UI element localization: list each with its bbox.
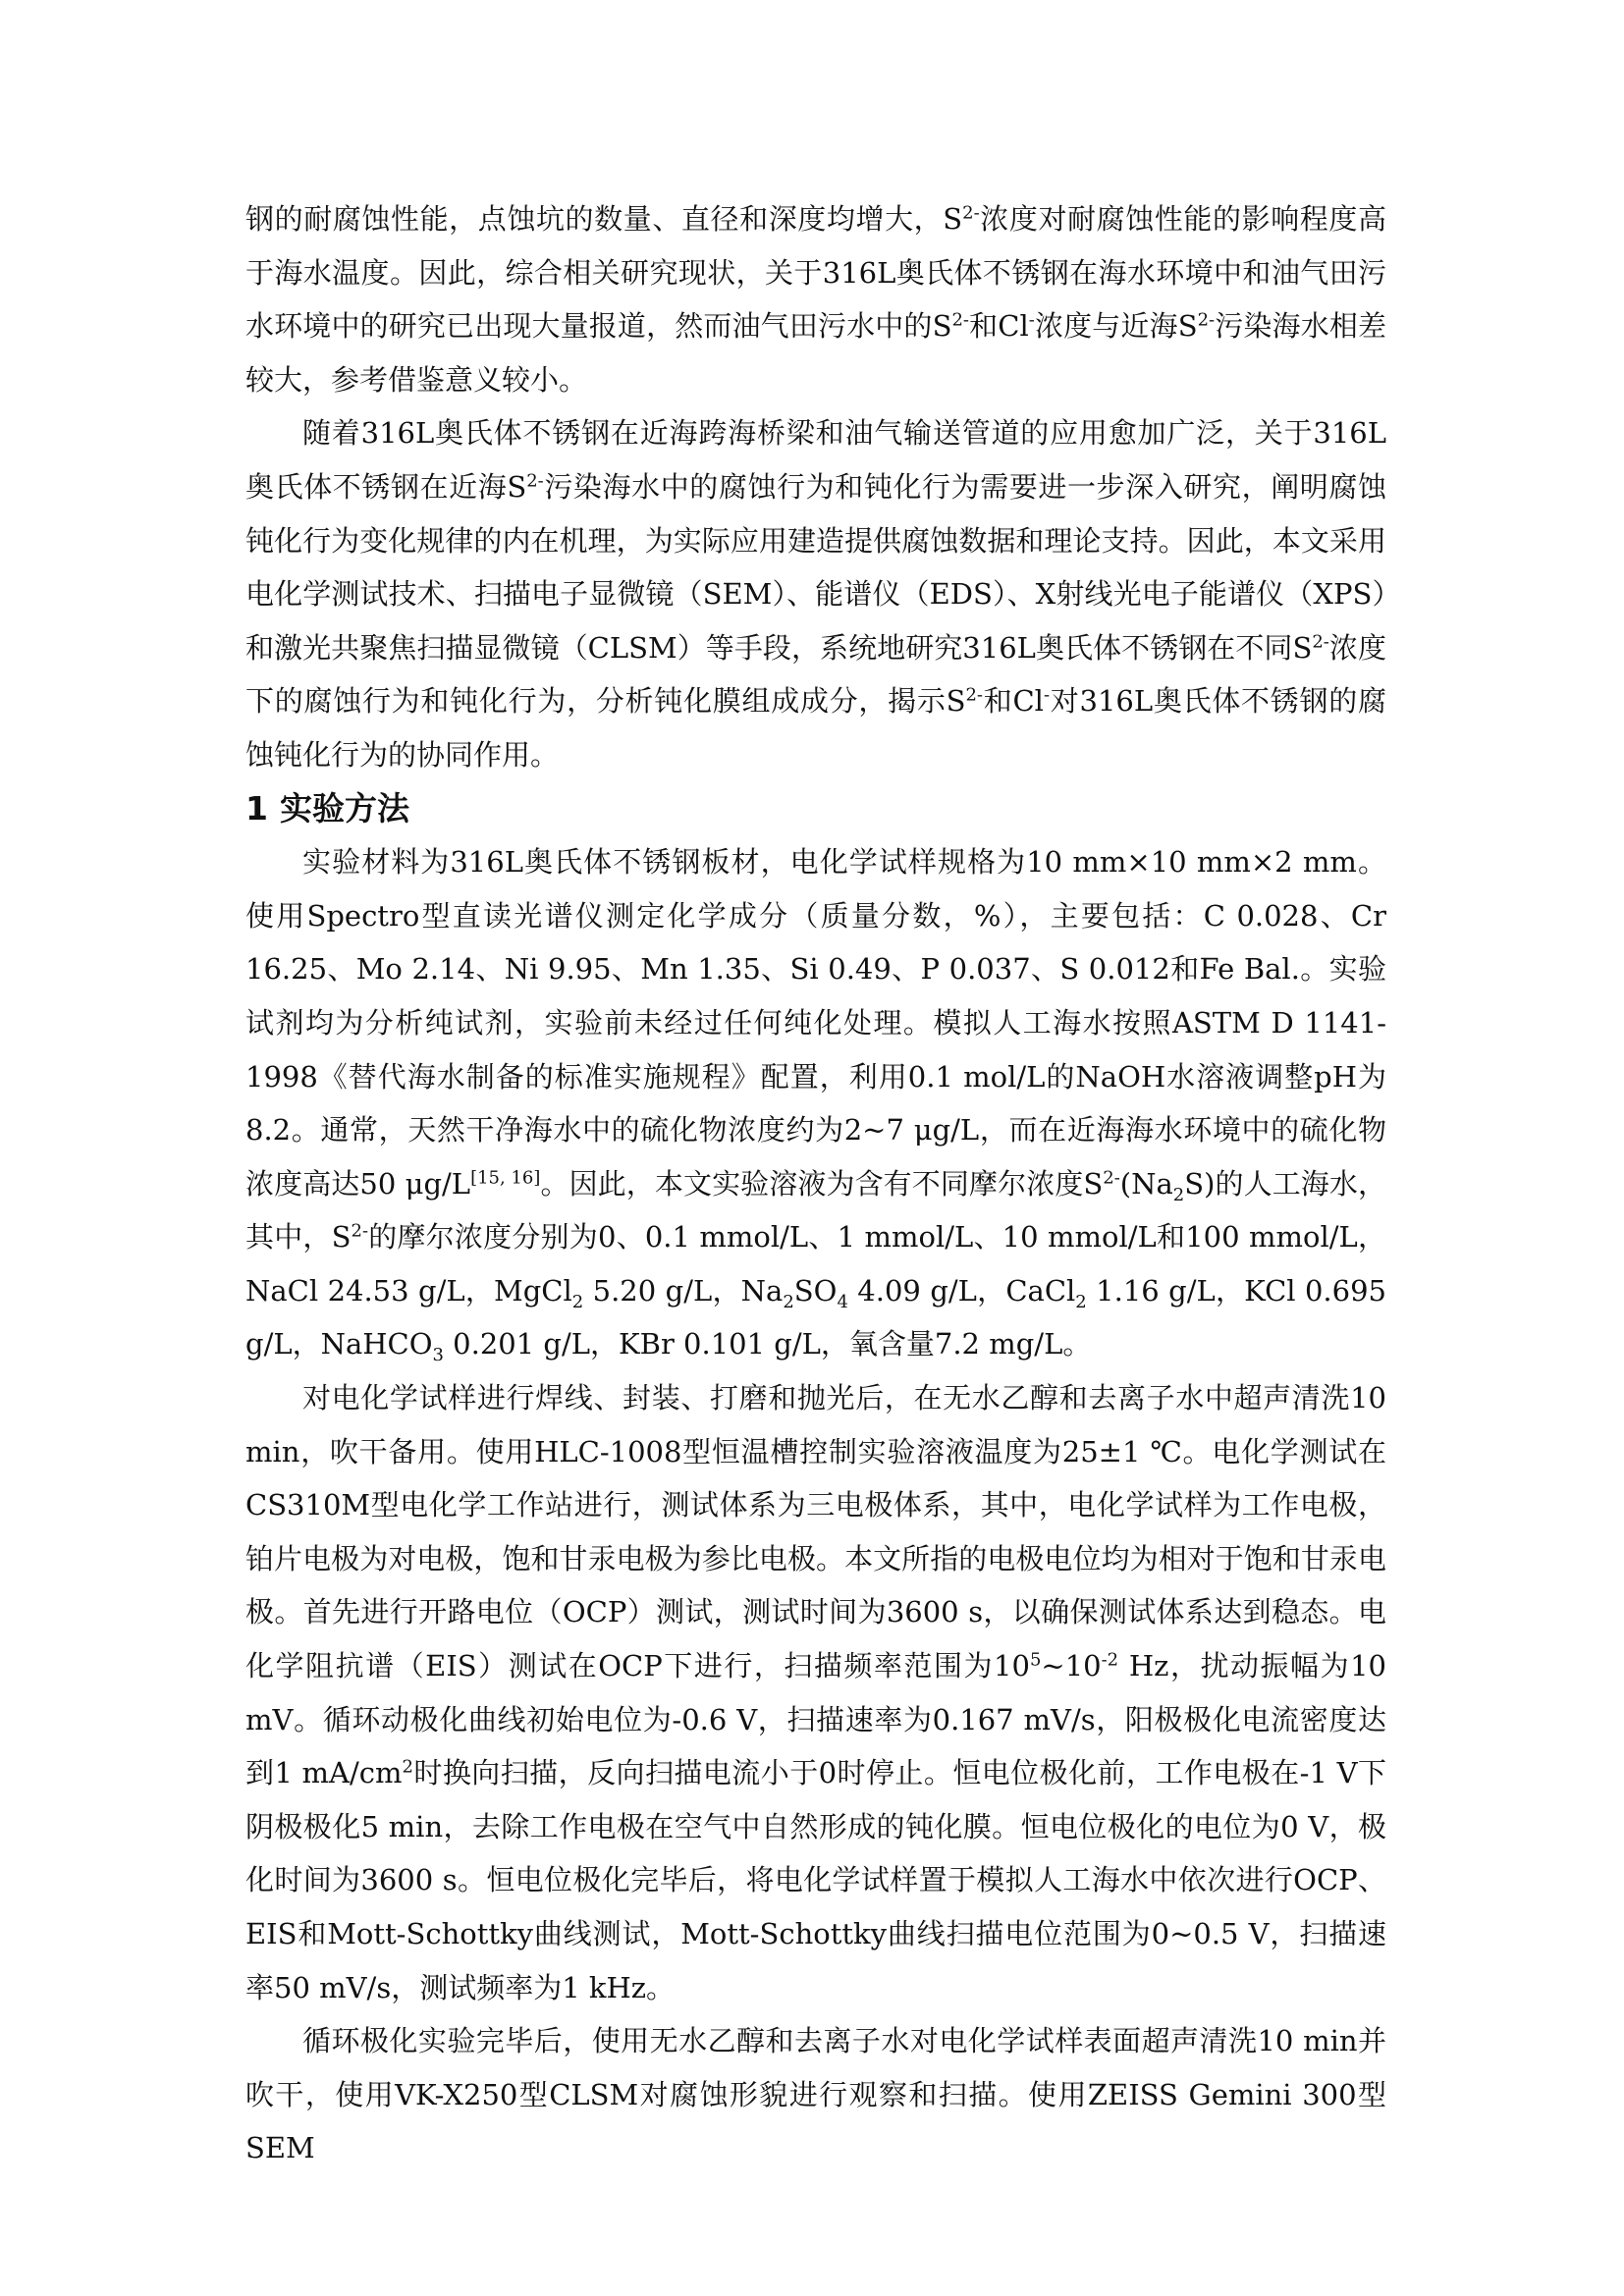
text-run: 的摩尔浓度分别为0、0.1 mmol/L、1 mmol/L、10 mmol/L和100 mmol/L，NaCl 24.53 g/L，MgCl [245, 1220, 1386, 1308]
superscript: -2 [1101, 1649, 1119, 1671]
text-run: 0.201 g/L，KBr 0.101 g/L，氧含量7.2 mg/L。 [443, 1327, 1092, 1362]
section-title: 实验方法 [279, 788, 409, 828]
subscript: 4 [837, 1291, 848, 1312]
superscript: 2- [965, 684, 984, 706]
text-run: Hz，扰动振幅为10 mV。循环动极化曲线初始电位为-0.6 V，扫描速率为0.167 mV/s，阳极极化电流密度达到1 mA/cm [245, 1649, 1386, 1790]
paragraph-materials [245, 835, 1386, 1371]
text-run: 。因此，本文实验溶液为含有不同摩尔浓度S [540, 1166, 1104, 1201]
superscript: 2- [1197, 309, 1216, 331]
paragraph-electrochemical-tests [245, 1371, 1386, 2014]
text-run: 实验材料为316L奥氏体不锈钢板材，电化学试样规格为10 mm×10 mm×2 mm。使用Spectro型直读光谱仪测定化学成分（质量分数，%），主要包括：C 0.028、Cr 16.25、Mo 2.14、Ni 9.95、Mn 1.35、Si 0.49、P 0.037、S 0.012和Fe Bal.。实验试剂均为分析纯试剂，实验前未经过任何纯化处理。模拟人工海水按照ASTM D 1141-1998《替代海水制备的标准实施规程》配置，利用0.1 mol/L的NaOH水溶液调整pH为8.2。通常，天然干净海水中的硫化物浓度约为2~7 μg/L，而在近海海水环境中的硫化物浓度高达50 μg/L [245, 845, 1386, 1201]
text-run: 4.09 g/L，CaCl [847, 1273, 1076, 1308]
text-run: (Na [1119, 1166, 1173, 1201]
text-run: 污染海水相差较大，参考借鉴意义较小。 [245, 309, 1386, 397]
text-run: SO [793, 1273, 838, 1308]
text-run: 浓度与近海S [1034, 309, 1198, 344]
subscript: 3 [432, 1345, 444, 1366]
superscript: 2- [526, 470, 544, 492]
text-run: 污染海水中的腐蚀行为和钝化行为需要进一步深入研究，阐明腐蚀钝化行为变化规律的内在机理，为实际应用建造提供腐蚀数据和理论支持。因此，本文采用电化学测试技术、扫描电子显微镜（SEM）、能谱仪（EDS）、X射线光电子能谱仪（XPS）和激光共聚焦扫描显微镜（CLSM）等手段，系统地研究316L奥氏体不锈钢在不同S [245, 469, 1386, 665]
text-run: 浓度下的腐蚀行为和钝化行为，分析钝化膜组成成分，揭示S [245, 630, 1386, 719]
superscript: 2- [351, 1220, 369, 1242]
section-heading [245, 782, 1386, 836]
text-run: 1.16 g/L，KCl 0.695 g/L，NaHCO [245, 1273, 1386, 1362]
citation-reference: [15, 16] [470, 1167, 541, 1189]
superscript: 5 [1029, 1649, 1042, 1671]
document-page [245, 192, 1386, 2175]
text-run: S)的人工海水，其中，S [245, 1166, 1386, 1255]
superscript: 2- [951, 309, 969, 331]
superscript: 2 [402, 1756, 413, 1778]
text-run: 和Cl [968, 309, 1029, 344]
paragraph-intro-end [245, 192, 1386, 406]
text-run: 钢的耐腐蚀性能，点蚀坑的数量、直径和深度均增大，S [245, 202, 963, 236]
text-run: 5.20 g/L，Na [583, 1273, 784, 1308]
text-run: 对电化学试样进行焊线、封装、打磨和抛光后，在无水乙醇和去离子水中超声清洗10 min，吹干备用。使用HLC-1008型恒温槽控制实验溶液温度为25±1 ℃。电化学测试在CS310M型电化学工作站进行，测试体系为三电极体系，其中，电化学试样为工作电极，铂片电极为对电极，饱和甘汞电极为参比电极。本文所指的电极电位均为相对于饱和甘汞电极。首先进行开路电位（OCP）测试，测试时间为3600 s，以确保测试体系达到稳态。电化学阻抗谱（EIS）测试在OCP下进行，扫描频率范围为10 [245, 1381, 1386, 1683]
subscript: 2 [783, 1291, 794, 1312]
paragraph-surface-analysis [245, 2014, 1386, 2175]
superscript: 2- [1103, 1167, 1120, 1189]
subscript: 2 [1172, 1184, 1185, 1205]
text-run: 浓度对耐腐蚀性能的影响程度高于海水温度。因此，综合相关研究现状，关于316L奥氏体不锈钢在海水环境中和油气田污水环境中的研究已出现大量报道，然而油气田污水中的S [245, 202, 1386, 344]
section-number: 1 [245, 788, 268, 828]
text-run: ~10 [1041, 1649, 1102, 1683]
text-run: 随着316L奥氏体不锈钢在近海跨海桥梁和油气输送管道的应用愈加广泛，关于316L奥氏体不锈钢在近海S [245, 416, 1386, 504]
subscript: 2 [1075, 1291, 1087, 1312]
text-run: 循环极化实验完毕后，使用无水乙醇和去离子水对电化学试样表面超声清洗10 min并吹干，使用VK-X250型CLSM对腐蚀形貌进行观察和扫描。使用ZEISS Gemini 300型SEM [245, 2024, 1386, 2165]
subscript: 2 [571, 1291, 584, 1312]
paragraph-research-aim [245, 406, 1386, 781]
text-run: 和Cl [983, 684, 1044, 719]
text-run: 对316L奥氏体不锈钢的腐蚀钝化行为的协同作用。 [245, 684, 1386, 772]
superscript: 2- [962, 202, 980, 224]
text-run: 时换向扫描，反向扫描电流小于0时停止。恒电位极化前，工作电极在-1 V下阴极极化5 min，去除工作电极在空气中自然形成的钝化膜。恒电位极化的电位为0 V，极化时间为3600 s。恒电位极化完毕后，将电化学试样置于模拟人工海水中依次进行OCP、EIS和Mott-Schottky曲线测试，Mott-Schottky曲线扫描电位范围为0~0.5 V，扫描速率50 mV/s，测试频率为1 kHz。 [245, 1756, 1386, 2004]
superscript: 2- [1312, 631, 1329, 653]
superscript: - [1043, 684, 1051, 706]
superscript: - [1028, 309, 1035, 331]
